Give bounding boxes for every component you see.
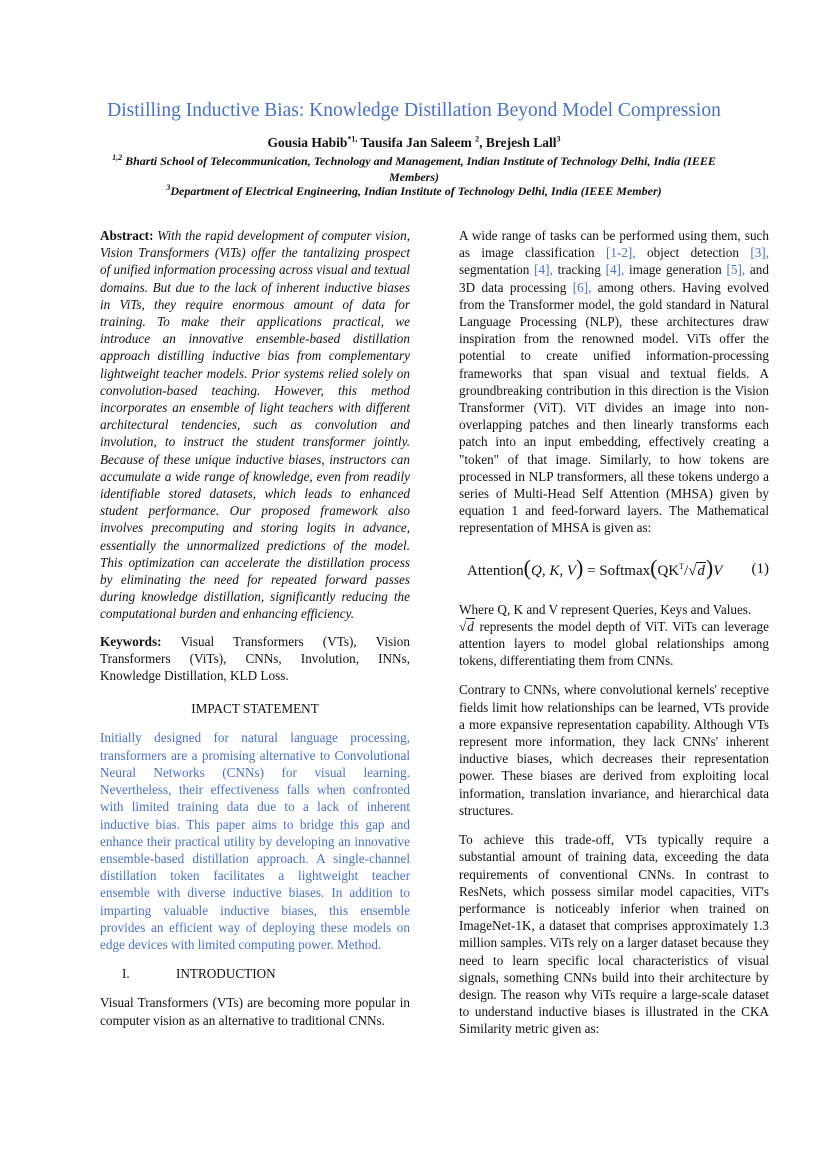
text-run: represents the model depth of ViT. ViTs can leverage attention layers to model global relationships among tokens, differentiating them from CNNs.: [459, 618, 769, 669]
affiliation-2-marker: 3: [166, 183, 171, 192]
author-1-marker: *1,: [347, 134, 358, 144]
text-run: Where Q, K and V represent Queries, Keys and Values.: [459, 601, 752, 617]
right-column: [459, 227, 769, 1038]
eq-slash: /: [684, 563, 689, 580]
affiliation-1: [110, 153, 718, 185]
keywords-text: Visual Transformers (VTs), Vision Transformers (ViTs), CNNs, Involution, INNs, Knowledge Distillation, KLD Loss.: [100, 633, 410, 684]
citation-link[interactable]: [4],: [534, 262, 553, 278]
author-1: Gousia Habib: [267, 135, 348, 150]
text-run: tracking: [552, 262, 606, 278]
eq-args: Q, K, V: [531, 563, 576, 580]
impact-statement: Initially designed for natural language processing, transformers are a promising alternative to Convolutional Neural Networks (CNNs) for visual learning. Nevertheless, their effectiveness falls when confronted with limited training data due to a lack of inherent inductive bias. This paper aims to bridge this gap and enhance their practical utility by developing an innovative ensemble-based distillation approach. A single-channel distillation token facilitates a lightweight teacher ensemble with diverse inductive biases. In addition to imparting valuable inductive biases, this ensemble provides an efficient way of deploying these models on edge devices with limited computing power. Method.: [100, 730, 410, 952]
abstract: [100, 227, 410, 623]
affiliation-1-marker: 1,2: [112, 153, 123, 162]
paper-title: Distilling Inductive Bias: Knowledge Distillation Beyond Model Compression: [107, 100, 721, 121]
author-3-marker: 3: [556, 134, 561, 144]
text-run: image generation: [624, 262, 727, 278]
intro-paragraph: Visual Transformers (VTs) are becoming more popular in computer vision as an alternative to traditional CNNs.: [100, 995, 410, 1028]
keywords-label: Keywords:: [100, 633, 162, 649]
author-2: Tausifa Jan Saleem: [357, 135, 476, 150]
affiliation-2-text: Department of Electrical Engineering, Indian Institute of Technology Delhi, India (IEEE Member): [170, 184, 662, 198]
citation-link[interactable]: [3],: [750, 245, 769, 261]
eq-qk: QK: [657, 563, 680, 580]
intro-paragraph-2: [459, 227, 769, 537]
equation-1: [467, 555, 769, 585]
citation-link[interactable]: [6],: [572, 279, 592, 295]
eq-v: V: [713, 563, 723, 580]
author-2-marker: 2: [475, 134, 480, 144]
paragraph-cnn-contrast: Contrary to CNNs, where convolutional kernels' receptive fields limit how relationships can be learned, VTs provide a more expansive representation capability. Although VTs represent more information, they lack CNNs' inherent inductive biases, which decreases their representation power. These biases are derived from exploiting local information, translation invariance, and hierarchical data structures.: [459, 682, 769, 818]
equation-number: (1): [751, 561, 769, 578]
sqrt-sign: √: [459, 618, 467, 634]
left-column: [100, 227, 410, 1029]
abstract-text: With the rapid development of computer vision, Vision Transformers (ViTs) offer the tantalizing prospect of unified information processing across visual and textual domains. But due to the lack of inherent inductive biases in ViTs, they require enormous amount of data for training. To make their applications practical, we introduce an innovative ensemble-based distillation approach distilling inductive bias from complementary lightweight teacher models. Prior systems relied solely on convolution-based teaching. However, this method incorporates an ensemble of light teachers with different architectural tendencies, such as convolution and involution, to instruct the student transformer jointly. Because of these unique inductive biases, instructors can accumulate a wide range of knowledge, even from readily identifiable stored datasets, which leads to enhanced student performance. Our proposed framework also involves precomputing and storing logits in advance, essentially the unnormalized predictions of the model. This optimization can accelerate the distillation process by eliminating the need for repeated forward passes during knowledge distillation, significantly reducing the computational burden and enhancing efficiency.: [100, 228, 411, 622]
eq-paren: ): [705, 555, 714, 581]
eq-d: d: [467, 618, 474, 634]
keywords: [100, 633, 410, 685]
eq-sqrt-sign: √: [688, 563, 697, 580]
text-run: object detection: [635, 245, 751, 261]
equation-body: [467, 555, 723, 581]
citation-link[interactable]: [5],: [726, 262, 746, 278]
author-list: [0, 135, 828, 151]
eq-attention: Attention: [467, 563, 524, 580]
eq-transpose: T: [679, 562, 685, 572]
text-run: A wide range of tasks can be performed using them, such as image classification: [459, 228, 769, 261]
section-title: INTRODUCTION: [176, 966, 276, 982]
section-heading-introduction: [100, 965, 410, 982]
citation-link[interactable]: [1-2],: [605, 245, 636, 261]
text-run: among others. Having evolved from the Transformer model, the gold standard in Natural Language Processing (NLP), these architectures draw inspiration from the renowned model. ViTs offer the potential to create unified information-processing frameworks that span visual and textual fields. A groundbreaking contribution in this direction is the Vision Transformer (ViT). ViT divides an image into non-overlapping patches and then linearly transforms each patch into an input embedding, effectively creating a "token" of that image. Similarly, to how tokens are processed in NLP transformers, all these tokens undergo a series of Multi-Head Self Attention (MHSA) given by equation 1 and feed-forward layers. The Mathematical representation of MHSA is given as:: [459, 279, 769, 536]
paragraph-tradeoff: To achieve this trade-off, VTs typically require a substantial amount of training data, exceeding the data requirements of conventional CNNs. In contrast to ResNets, which possess similar model capacities, ViT's performance is noticeably inferior when trained on ImageNet-1K, a dataset that comprises approximately 1.3 million samples. ViTs rely on a larger dataset because they need to learn specific local characteristics of visual signals, something CNNs build into their architecture by design. The reason why ViTs require a large-scale dataset to understand inductive biases is illustrated in the CKA Similarity metric given as:: [459, 832, 769, 1037]
abstract-label: Abstract:: [100, 228, 154, 243]
equation-explanation: [459, 601, 769, 670]
author-3: , Brejesh Lall: [479, 135, 557, 150]
citation-link[interactable]: [4],: [605, 262, 625, 278]
affiliation-2: [110, 183, 718, 199]
eq-paren: (: [523, 555, 531, 581]
eq-d: d: [697, 563, 705, 580]
text-run: and 3D data processing: [459, 262, 769, 295]
affiliation-1-text: Bharti School of Telecommunication, Technology and Management, Indian Institute of Technology Delhi, India (IEEE Members): [122, 154, 716, 184]
section-number: I.: [122, 966, 130, 982]
impact-heading: IMPACT STATEMENT: [191, 701, 319, 717]
eq-paren: ): [576, 555, 584, 581]
text-run: segmentation: [459, 262, 535, 278]
eq-softmax: = Softmax: [583, 563, 651, 580]
eq-paren: (: [650, 555, 658, 581]
